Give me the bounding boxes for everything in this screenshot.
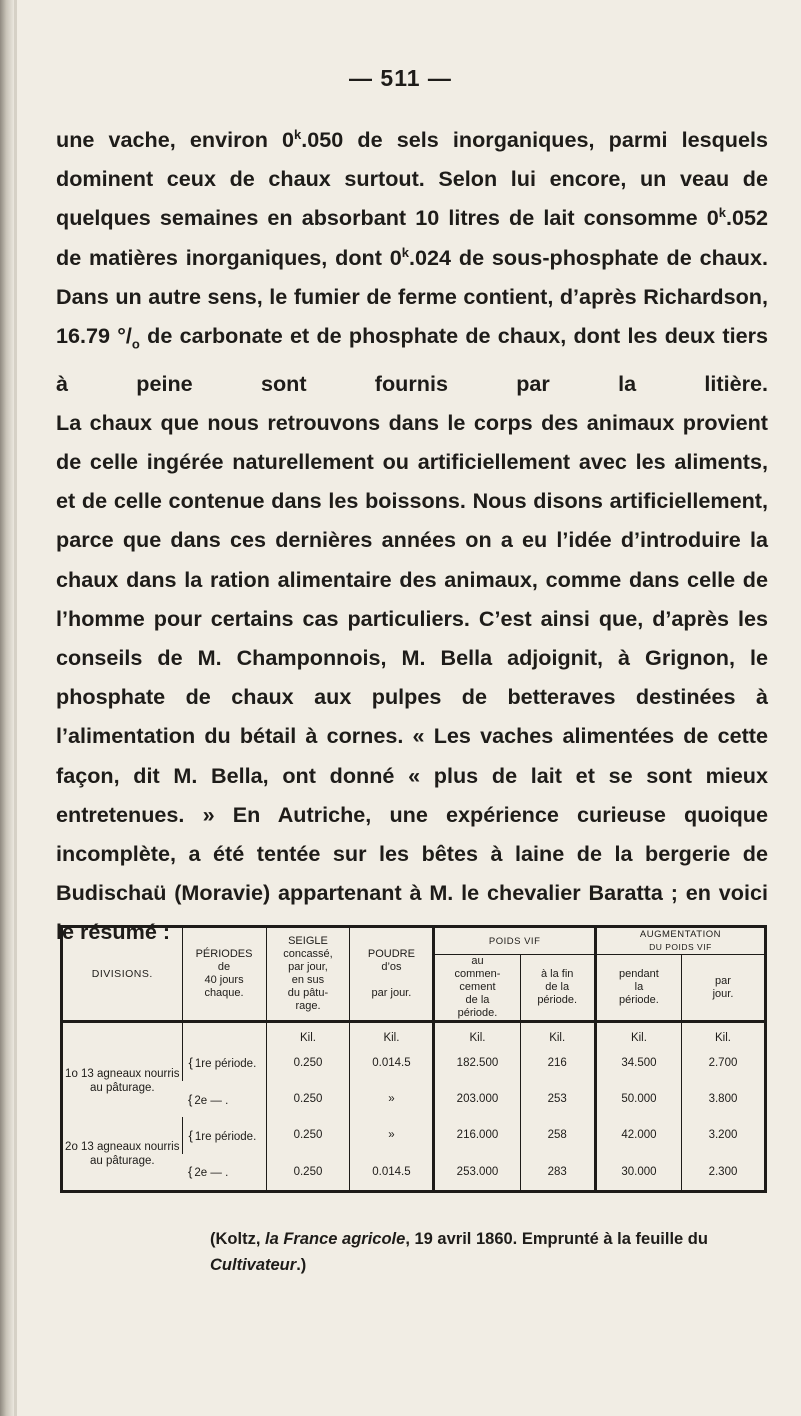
seigle-cell: 0.250 <box>266 1154 350 1192</box>
unit-label: Kil. <box>595 1022 681 1045</box>
source-citation: (Koltz, la France agricole, 19 avril 1860. Emprunté à la feuille du Cultivateur.) <box>210 1230 708 1274</box>
header-aug-jour: par jour. <box>681 955 765 1022</box>
poudre-cell: » <box>350 1081 434 1117</box>
division-2: 2o 13 agneaux nourris au pâturage. <box>65 1140 180 1167</box>
header-poids-vif: POIDS VIF <box>434 927 595 955</box>
poudre-cell: 0.014.5 <box>350 1044 434 1080</box>
header-periodes: PÉRIODES de 40 jours chaque. <box>182 927 266 1022</box>
header-augmentation: AUGMENTATION DU POIDS VIF <box>595 927 765 955</box>
poids-fin-cell: 253 <box>520 1081 595 1117</box>
poids-fin-cell: 216 <box>520 1044 595 1080</box>
unit-label: Kil. <box>681 1022 765 1045</box>
unit-label: Kil. <box>520 1022 595 1045</box>
results-table <box>60 925 767 1193</box>
aug-periode-cell: 50.000 <box>595 1081 681 1117</box>
aug-jour-cell: 2.300 <box>681 1154 765 1192</box>
poids-fin-cell: 258 <box>520 1117 595 1153</box>
poudre-cell: » <box>350 1117 434 1153</box>
aug-jour-cell: 3.200 <box>681 1117 765 1153</box>
unit-row <box>62 1022 766 1045</box>
header-poids-debut: au commen- cement de la période. <box>434 955 520 1022</box>
aug-periode-cell: 30.000 <box>595 1154 681 1192</box>
aug-periode-cell: 34.500 <box>595 1044 681 1080</box>
aug-jour-cell: 2.700 <box>681 1044 765 1080</box>
poudre-cell: 0.014.5 <box>350 1154 434 1192</box>
period-cell: { 2e — . <box>188 1091 229 1107</box>
header-poids-fin: à la fin de la période. <box>520 955 595 1022</box>
poids-debut-cell: 203.000 <box>434 1081 520 1117</box>
poids-debut-cell: 216.000 <box>434 1117 520 1153</box>
body-text <box>56 120 768 952</box>
aug-periode-cell: 42.000 <box>595 1117 681 1153</box>
aug-jour-cell: 3.800 <box>681 1081 765 1117</box>
header-aug-periode: pendant la période. <box>595 955 681 1022</box>
header-poudre: POUDRE d’os par jour. <box>350 927 434 1022</box>
period-cell: { 1re période. <box>182 1044 266 1080</box>
division-1: 1o 13 agneaux nourris au pâturage. <box>65 1067 180 1094</box>
book-spine-shadow <box>0 0 14 1416</box>
seigle-cell: 0.250 <box>266 1117 350 1153</box>
unit-label: Kil. <box>350 1022 434 1045</box>
header-seigle: SEIGLE concassé, par jour, en sus du pâtu- rage. <box>266 927 350 1022</box>
unit-label: Kil. <box>434 1022 520 1045</box>
seigle-cell: 0.250 <box>266 1044 350 1080</box>
period-cell: { 2e — . <box>188 1164 229 1180</box>
paragraph-2: La chaux que nous retrouvons dans le corps des animaux provient de celle ingérée naturellement ou artificiellement avec les aliments, et de celle contenue dans les boissons. Nous disons artificiellement, parce que dans ces dernières années on a eu l’idée d’introduire la chaux dans la ration alimentaire des animaux, comme dans celle de l’homme pour certains cas particuliers. C’est ainsi que, d’après les conseils de M. Champonnois, M. Bella adjoignit, à Grignon, le phosphate de chaux aux pulpes de betteraves destinées à l’alimentation du bétail à cornes. « Les vaches alimentées de cette façon, dit M. Bella, ont donné « plus de lait et se sont mieux entretenues. » En Autriche, une expérience curieuse quoique incomplète, a été tentée sur les bêtes à laine de la bergerie de Budischaü (Moravie) appartenant à M. le chevalier Baratta ; en voici le résumé : <box>56 409 768 945</box>
poids-debut-cell: 253.000 <box>434 1154 520 1192</box>
poids-fin-cell: 283 <box>520 1154 595 1192</box>
table-row <box>62 1044 766 1080</box>
book-spine-edge <box>14 0 17 1416</box>
paragraph-1: une vache, environ 0$^k$.050 de sels inorganiques, parmi lesquels dominent ceux de chaux surtout. Selon lui encore, un veau de quelques semaines en absorbant 10 litres de lait consomme 0$^k$.052 de matières inorganiques, dont 0$^k$.024 de sous-phosphate de chaux. Dans un autre sens, le fumier de ferme contient, d’après Richardson, 16.79 $^\circ/_o$ de carbonate et de phosphate de chaux, dont les deux tiers à peine sont fournis par la litière. <box>56 126 768 396</box>
header-divisions: DIVISIONS. <box>62 927 183 1022</box>
seigle-cell: 0.250 <box>266 1081 350 1117</box>
period-cell: { 1re période. <box>182 1117 266 1153</box>
poids-debut-cell: 182.500 <box>434 1044 520 1080</box>
table-row <box>62 1117 766 1153</box>
page-number: — 511 — <box>349 65 452 91</box>
unit-label: Kil. <box>266 1022 350 1045</box>
